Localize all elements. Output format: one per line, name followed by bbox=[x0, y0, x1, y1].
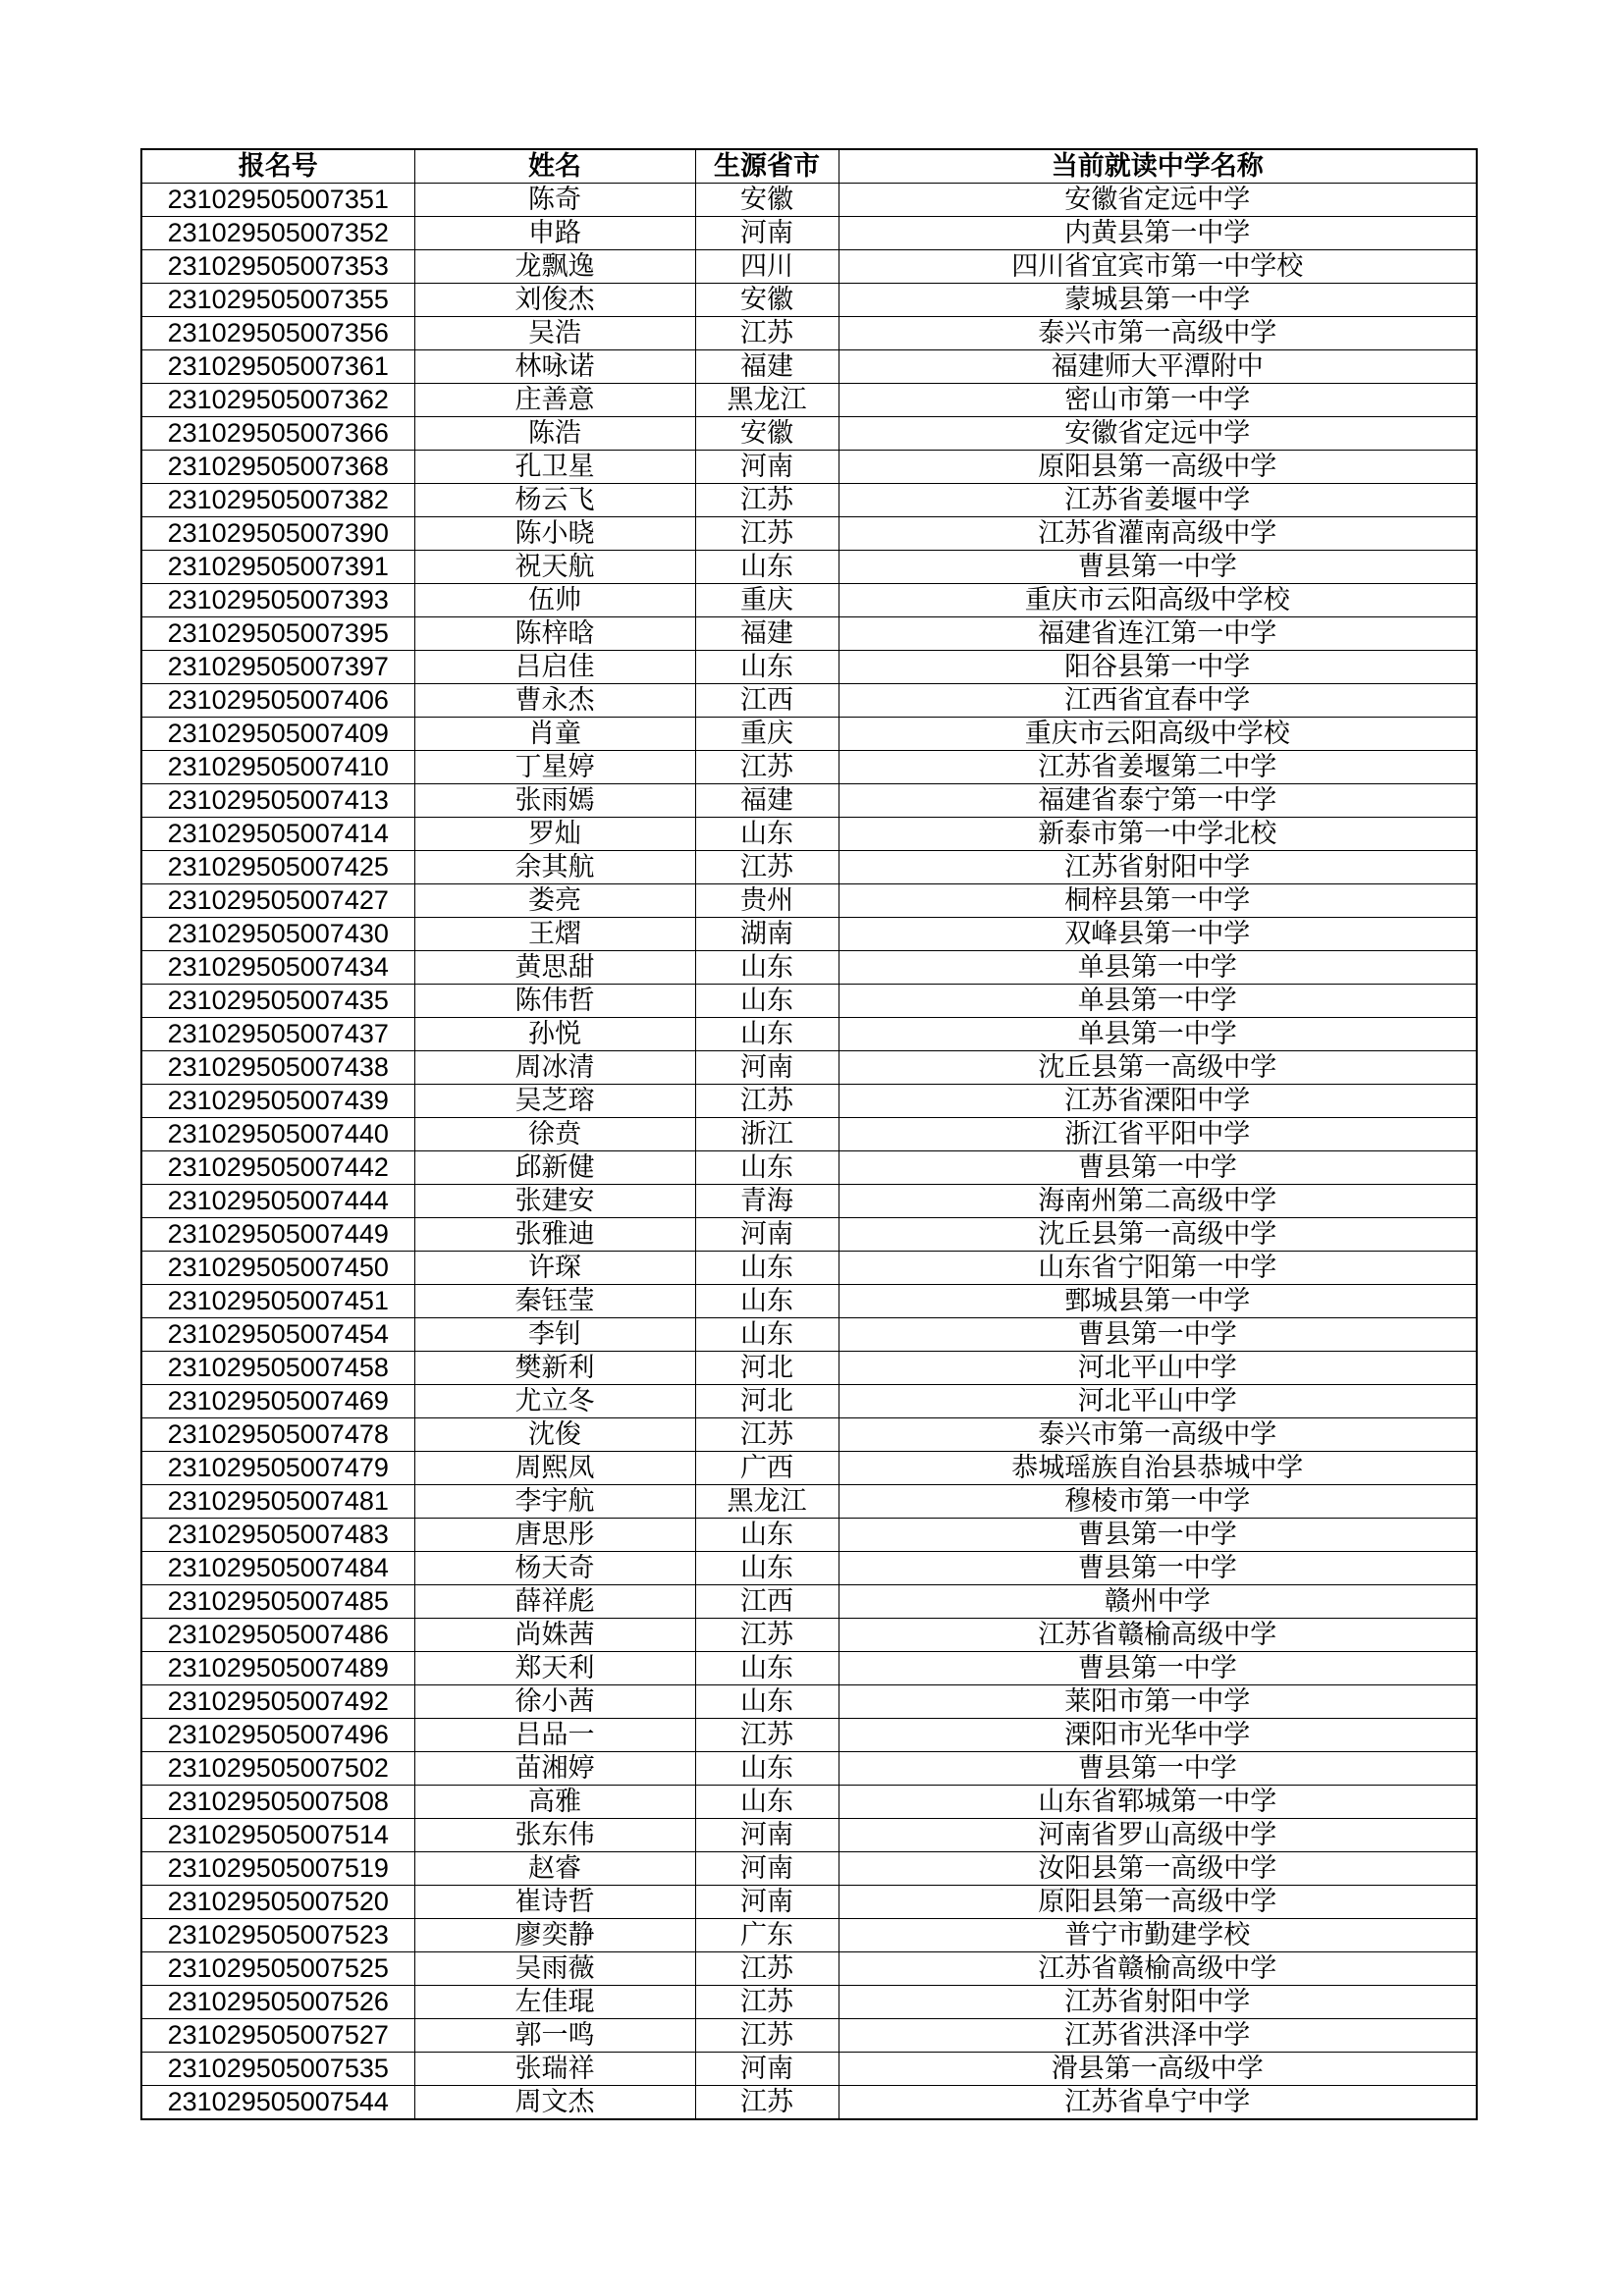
current-school-cell: 河北平山中学 bbox=[839, 1352, 1477, 1385]
current-school-cell: 山东省宁阳第一中学 bbox=[839, 1252, 1477, 1285]
student-name-cell: 吴芝瑢 bbox=[414, 1085, 695, 1118]
table-row bbox=[141, 1318, 1477, 1352]
registration-number-cell: 231029505007458 bbox=[141, 1352, 414, 1385]
origin-province-cell: 江苏 bbox=[695, 851, 839, 884]
table-row bbox=[141, 951, 1477, 985]
current-school-cell: 曹县第一中学 bbox=[839, 1652, 1477, 1685]
table-body bbox=[141, 184, 1477, 2120]
current-school-cell: 山东省郓城第一中学 bbox=[839, 1786, 1477, 1819]
table-row bbox=[141, 2086, 1477, 2120]
origin-province-cell: 河南 bbox=[695, 1852, 839, 1886]
origin-province-cell: 河南 bbox=[695, 1819, 839, 1852]
current-school-cell: 泰兴市第一高级中学 bbox=[839, 1418, 1477, 1452]
origin-province-cell: 江苏 bbox=[695, 1418, 839, 1452]
registration-number-cell: 231029505007413 bbox=[141, 784, 414, 818]
table-row bbox=[141, 1852, 1477, 1886]
header-origin-province: 生源省市 bbox=[695, 149, 839, 184]
origin-province-cell: 江苏 bbox=[695, 2086, 839, 2120]
origin-province-cell: 河北 bbox=[695, 1385, 839, 1418]
current-school-cell: 滑县第一高级中学 bbox=[839, 2053, 1477, 2086]
current-school-cell: 泰兴市第一高级中学 bbox=[839, 317, 1477, 350]
origin-province-cell: 四川 bbox=[695, 250, 839, 284]
table-row bbox=[141, 2053, 1477, 2086]
registration-number-cell: 231029505007425 bbox=[141, 851, 414, 884]
origin-province-cell: 福建 bbox=[695, 617, 839, 651]
current-school-cell: 重庆市云阳高级中学校 bbox=[839, 584, 1477, 617]
table-header bbox=[141, 149, 1477, 184]
table-row bbox=[141, 851, 1477, 884]
student-name-cell: 张雨嫣 bbox=[414, 784, 695, 818]
student-name-cell: 周熙凤 bbox=[414, 1452, 695, 1485]
student-name-cell: 邱新健 bbox=[414, 1151, 695, 1185]
student-name-cell: 肖童 bbox=[414, 718, 695, 751]
student-name-cell: 郑天利 bbox=[414, 1652, 695, 1685]
current-school-cell: 河南省罗山高级中学 bbox=[839, 1819, 1477, 1852]
registration-number-cell: 231029505007484 bbox=[141, 1552, 414, 1585]
table-row bbox=[141, 551, 1477, 584]
student-name-cell: 伍帅 bbox=[414, 584, 695, 617]
origin-province-cell: 山东 bbox=[695, 1652, 839, 1685]
origin-province-cell: 广东 bbox=[695, 1919, 839, 1952]
student-name-cell: 尚姝茜 bbox=[414, 1619, 695, 1652]
origin-province-cell: 山东 bbox=[695, 1018, 839, 1051]
table-row bbox=[141, 1118, 1477, 1151]
table-row bbox=[141, 1051, 1477, 1085]
registration-number-cell: 231029505007489 bbox=[141, 1652, 414, 1685]
table-row bbox=[141, 751, 1477, 784]
registration-number-cell: 231029505007397 bbox=[141, 651, 414, 684]
origin-province-cell: 江苏 bbox=[695, 517, 839, 551]
table-row bbox=[141, 818, 1477, 851]
table-row bbox=[141, 2019, 1477, 2053]
registration-number-cell: 231029505007520 bbox=[141, 1886, 414, 1919]
registration-number-cell: 231029505007439 bbox=[141, 1085, 414, 1118]
registration-number-cell: 231029505007427 bbox=[141, 884, 414, 918]
current-school-cell: 安徽省定远中学 bbox=[839, 417, 1477, 451]
registration-number-cell: 231029505007526 bbox=[141, 1986, 414, 2019]
registration-number-cell: 231029505007496 bbox=[141, 1719, 414, 1752]
current-school-cell: 江苏省姜堰第二中学 bbox=[839, 751, 1477, 784]
registration-number-cell: 231029505007478 bbox=[141, 1418, 414, 1452]
table-row bbox=[141, 684, 1477, 718]
table-row bbox=[141, 1185, 1477, 1218]
table-row bbox=[141, 918, 1477, 951]
registration-number-cell: 231029505007410 bbox=[141, 751, 414, 784]
origin-province-cell: 安徽 bbox=[695, 417, 839, 451]
current-school-cell: 海南州第二高级中学 bbox=[839, 1185, 1477, 1218]
header-name: 姓名 bbox=[414, 149, 695, 184]
current-school-cell: 溧阳市光华中学 bbox=[839, 1719, 1477, 1752]
table-row bbox=[141, 484, 1477, 517]
student-name-cell: 曹永杰 bbox=[414, 684, 695, 718]
student-name-cell: 陈奇 bbox=[414, 184, 695, 217]
table-row bbox=[141, 1786, 1477, 1819]
table-row bbox=[141, 417, 1477, 451]
student-name-cell: 薛祥彪 bbox=[414, 1585, 695, 1619]
origin-province-cell: 山东 bbox=[695, 818, 839, 851]
origin-province-cell: 安徽 bbox=[695, 284, 839, 317]
origin-province-cell: 江苏 bbox=[695, 751, 839, 784]
origin-province-cell: 山东 bbox=[695, 1752, 839, 1786]
student-name-cell: 杨天奇 bbox=[414, 1552, 695, 1585]
current-school-cell: 单县第一中学 bbox=[839, 951, 1477, 985]
origin-province-cell: 浙江 bbox=[695, 1118, 839, 1151]
registration-number-cell: 231029505007390 bbox=[141, 517, 414, 551]
origin-province-cell: 黑龙江 bbox=[695, 384, 839, 417]
current-school-cell: 恭城瑶族自治县恭城中学 bbox=[839, 1452, 1477, 1485]
table-row bbox=[141, 1585, 1477, 1619]
registration-number-cell: 231029505007362 bbox=[141, 384, 414, 417]
student-name-cell: 林咏诺 bbox=[414, 350, 695, 384]
origin-province-cell: 江苏 bbox=[695, 2019, 839, 2053]
header-registration-number: 报名号 bbox=[141, 149, 414, 184]
student-name-cell: 张瑞祥 bbox=[414, 2053, 695, 2086]
origin-province-cell: 江苏 bbox=[695, 1986, 839, 2019]
origin-province-cell: 山东 bbox=[695, 1285, 839, 1318]
student-name-cell: 张建安 bbox=[414, 1185, 695, 1218]
registration-number-cell: 231029505007352 bbox=[141, 217, 414, 250]
origin-province-cell: 江苏 bbox=[695, 317, 839, 350]
current-school-cell: 福建省连江第一中学 bbox=[839, 617, 1477, 651]
current-school-cell: 双峰县第一中学 bbox=[839, 918, 1477, 951]
registration-number-cell: 231029505007508 bbox=[141, 1786, 414, 1819]
origin-province-cell: 重庆 bbox=[695, 584, 839, 617]
origin-province-cell: 江西 bbox=[695, 684, 839, 718]
student-name-cell: 龙飘逸 bbox=[414, 250, 695, 284]
origin-province-cell: 河南 bbox=[695, 451, 839, 484]
current-school-cell: 蒙城县第一中学 bbox=[839, 284, 1477, 317]
student-name-cell: 李宇航 bbox=[414, 1485, 695, 1519]
registration-number-cell: 231029505007391 bbox=[141, 551, 414, 584]
table-row bbox=[141, 884, 1477, 918]
table-row bbox=[141, 1018, 1477, 1051]
current-school-cell: 江苏省射阳中学 bbox=[839, 851, 1477, 884]
registration-number-cell: 231029505007492 bbox=[141, 1685, 414, 1719]
table-row bbox=[141, 1552, 1477, 1585]
origin-province-cell: 山东 bbox=[695, 1151, 839, 1185]
registration-number-cell: 231029505007395 bbox=[141, 617, 414, 651]
current-school-cell: 沈丘县第一高级中学 bbox=[839, 1218, 1477, 1252]
registration-number-cell: 231029505007502 bbox=[141, 1752, 414, 1786]
table-row bbox=[141, 1352, 1477, 1385]
current-school-cell: 江苏省赣榆高级中学 bbox=[839, 1952, 1477, 1986]
student-name-cell: 左佳琨 bbox=[414, 1986, 695, 2019]
table-row bbox=[141, 985, 1477, 1018]
header-current-school: 当前就读中学名称 bbox=[839, 149, 1477, 184]
current-school-cell: 内黄县第一中学 bbox=[839, 217, 1477, 250]
student-name-cell: 丁星婷 bbox=[414, 751, 695, 784]
student-name-cell: 樊新利 bbox=[414, 1352, 695, 1385]
table-row bbox=[141, 350, 1477, 384]
table-row bbox=[141, 1685, 1477, 1719]
registration-number-cell: 231029505007351 bbox=[141, 184, 414, 217]
registration-number-cell: 231029505007435 bbox=[141, 985, 414, 1018]
current-school-cell: 鄄城县第一中学 bbox=[839, 1285, 1477, 1318]
registration-number-cell: 231029505007355 bbox=[141, 284, 414, 317]
current-school-cell: 福建省泰宁第一中学 bbox=[839, 784, 1477, 818]
registration-number-cell: 231029505007444 bbox=[141, 1185, 414, 1218]
table-row bbox=[141, 1919, 1477, 1952]
current-school-cell: 原阳县第一高级中学 bbox=[839, 1886, 1477, 1919]
origin-province-cell: 福建 bbox=[695, 784, 839, 818]
registration-number-cell: 231029505007527 bbox=[141, 2019, 414, 2053]
student-name-cell: 陈伟哲 bbox=[414, 985, 695, 1018]
student-name-cell: 黄思甜 bbox=[414, 951, 695, 985]
current-school-cell: 江苏省溧阳中学 bbox=[839, 1085, 1477, 1118]
student-name-cell: 孔卫星 bbox=[414, 451, 695, 484]
registration-number-cell: 231029505007430 bbox=[141, 918, 414, 951]
registration-number-cell: 231029505007481 bbox=[141, 1485, 414, 1519]
current-school-cell: 曹县第一中学 bbox=[839, 1151, 1477, 1185]
student-name-cell: 祝天航 bbox=[414, 551, 695, 584]
registration-number-cell: 231029505007523 bbox=[141, 1919, 414, 1952]
current-school-cell: 汝阳县第一高级中学 bbox=[839, 1852, 1477, 1886]
table-row bbox=[141, 1519, 1477, 1552]
student-name-cell: 陈小晓 bbox=[414, 517, 695, 551]
table-row bbox=[141, 217, 1477, 250]
student-name-cell: 廖奕静 bbox=[414, 1919, 695, 1952]
current-school-cell: 赣州中学 bbox=[839, 1585, 1477, 1619]
origin-province-cell: 山东 bbox=[695, 1519, 839, 1552]
table-row bbox=[141, 1385, 1477, 1418]
table-row bbox=[141, 517, 1477, 551]
current-school-cell: 江苏省射阳中学 bbox=[839, 1986, 1477, 2019]
origin-province-cell: 山东 bbox=[695, 1786, 839, 1819]
origin-province-cell: 河北 bbox=[695, 1352, 839, 1385]
origin-province-cell: 江苏 bbox=[695, 1719, 839, 1752]
registration-number-cell: 231029505007479 bbox=[141, 1452, 414, 1485]
table-row bbox=[141, 718, 1477, 751]
current-school-cell: 原阳县第一高级中学 bbox=[839, 451, 1477, 484]
table-row bbox=[141, 184, 1477, 217]
registration-number-cell: 231029505007406 bbox=[141, 684, 414, 718]
header-row bbox=[141, 149, 1477, 184]
table-row bbox=[141, 1485, 1477, 1519]
registration-number-cell: 231029505007409 bbox=[141, 718, 414, 751]
current-school-cell: 密山市第一中学 bbox=[839, 384, 1477, 417]
origin-province-cell: 江西 bbox=[695, 1585, 839, 1619]
student-name-cell: 余其航 bbox=[414, 851, 695, 884]
origin-province-cell: 山东 bbox=[695, 985, 839, 1018]
registration-number-cell: 231029505007393 bbox=[141, 584, 414, 617]
table-row bbox=[141, 1218, 1477, 1252]
registration-number-cell: 231029505007483 bbox=[141, 1519, 414, 1552]
table-row bbox=[141, 1719, 1477, 1752]
current-school-cell: 江苏省灌南高级中学 bbox=[839, 517, 1477, 551]
table-row bbox=[141, 1952, 1477, 1986]
student-name-cell: 崔诗哲 bbox=[414, 1886, 695, 1919]
student-name-cell: 罗灿 bbox=[414, 818, 695, 851]
student-name-cell: 张雅迪 bbox=[414, 1218, 695, 1252]
registration-number-cell: 231029505007451 bbox=[141, 1285, 414, 1318]
current-school-cell: 曹县第一中学 bbox=[839, 1318, 1477, 1352]
table-row bbox=[141, 1886, 1477, 1919]
student-roster-table bbox=[140, 148, 1478, 2120]
current-school-cell: 阳谷县第一中学 bbox=[839, 651, 1477, 684]
student-name-cell: 赵睿 bbox=[414, 1852, 695, 1886]
current-school-cell: 新泰市第一中学北校 bbox=[839, 818, 1477, 851]
origin-province-cell: 贵州 bbox=[695, 884, 839, 918]
origin-province-cell: 山东 bbox=[695, 1252, 839, 1285]
origin-province-cell: 湖南 bbox=[695, 918, 839, 951]
registration-number-cell: 231029505007356 bbox=[141, 317, 414, 350]
table-row bbox=[141, 284, 1477, 317]
origin-province-cell: 河南 bbox=[695, 1218, 839, 1252]
student-name-cell: 李钊 bbox=[414, 1318, 695, 1352]
origin-province-cell: 山东 bbox=[695, 651, 839, 684]
registration-number-cell: 231029505007519 bbox=[141, 1852, 414, 1886]
current-school-cell: 河北平山中学 bbox=[839, 1385, 1477, 1418]
current-school-cell: 福建师大平潭附中 bbox=[839, 350, 1477, 384]
current-school-cell: 单县第一中学 bbox=[839, 985, 1477, 1018]
origin-province-cell: 江苏 bbox=[695, 1085, 839, 1118]
student-name-cell: 杨云飞 bbox=[414, 484, 695, 517]
student-name-cell: 周冰清 bbox=[414, 1051, 695, 1085]
current-school-cell: 浙江省平阳中学 bbox=[839, 1118, 1477, 1151]
student-name-cell: 王熠 bbox=[414, 918, 695, 951]
table-row bbox=[141, 1752, 1477, 1786]
origin-province-cell: 河南 bbox=[695, 1051, 839, 1085]
current-school-cell: 桐梓县第一中学 bbox=[839, 884, 1477, 918]
student-name-cell: 唐思彤 bbox=[414, 1519, 695, 1552]
student-name-cell: 孙悦 bbox=[414, 1018, 695, 1051]
student-name-cell: 徐贲 bbox=[414, 1118, 695, 1151]
table-row bbox=[141, 1285, 1477, 1318]
table-row bbox=[141, 1619, 1477, 1652]
registration-number-cell: 231029505007440 bbox=[141, 1118, 414, 1151]
registration-number-cell: 231029505007382 bbox=[141, 484, 414, 517]
table-row bbox=[141, 384, 1477, 417]
student-name-cell: 尤立冬 bbox=[414, 1385, 695, 1418]
table-row bbox=[141, 584, 1477, 617]
student-name-cell: 陈梓晗 bbox=[414, 617, 695, 651]
current-school-cell: 江苏省阜宁中学 bbox=[839, 2086, 1477, 2120]
origin-province-cell: 江苏 bbox=[695, 484, 839, 517]
registration-number-cell: 231029505007434 bbox=[141, 951, 414, 985]
registration-number-cell: 231029505007514 bbox=[141, 1819, 414, 1852]
registration-number-cell: 231029505007353 bbox=[141, 250, 414, 284]
registration-number-cell: 231029505007437 bbox=[141, 1018, 414, 1051]
student-name-cell: 吕启佳 bbox=[414, 651, 695, 684]
student-name-cell: 娄亮 bbox=[414, 884, 695, 918]
origin-province-cell: 重庆 bbox=[695, 718, 839, 751]
origin-province-cell: 江苏 bbox=[695, 1619, 839, 1652]
student-name-cell: 徐小茜 bbox=[414, 1685, 695, 1719]
student-name-cell: 苗湘婷 bbox=[414, 1752, 695, 1786]
table-row bbox=[141, 1151, 1477, 1185]
origin-province-cell: 青海 bbox=[695, 1185, 839, 1218]
current-school-cell: 曹县第一中学 bbox=[839, 1519, 1477, 1552]
registration-number-cell: 231029505007361 bbox=[141, 350, 414, 384]
current-school-cell: 穆棱市第一中学 bbox=[839, 1485, 1477, 1519]
student-name-cell: 张东伟 bbox=[414, 1819, 695, 1852]
student-name-cell: 陈浩 bbox=[414, 417, 695, 451]
origin-province-cell: 河南 bbox=[695, 2053, 839, 2086]
table-row bbox=[141, 617, 1477, 651]
student-name-cell: 沈俊 bbox=[414, 1418, 695, 1452]
student-name-cell: 高雅 bbox=[414, 1786, 695, 1819]
student-name-cell: 郭一鸣 bbox=[414, 2019, 695, 2053]
student-name-cell: 秦钰莹 bbox=[414, 1285, 695, 1318]
current-school-cell: 曹县第一中学 bbox=[839, 1752, 1477, 1786]
current-school-cell: 普宁市勤建学校 bbox=[839, 1919, 1477, 1952]
registration-number-cell: 231029505007544 bbox=[141, 2086, 414, 2120]
current-school-cell: 沈丘县第一高级中学 bbox=[839, 1051, 1477, 1085]
origin-province-cell: 黑龙江 bbox=[695, 1485, 839, 1519]
table-row bbox=[141, 651, 1477, 684]
origin-province-cell: 福建 bbox=[695, 350, 839, 384]
registration-number-cell: 231029505007450 bbox=[141, 1252, 414, 1285]
registration-number-cell: 231029505007449 bbox=[141, 1218, 414, 1252]
table-row bbox=[141, 1085, 1477, 1118]
origin-province-cell: 广西 bbox=[695, 1452, 839, 1485]
registration-number-cell: 231029505007469 bbox=[141, 1385, 414, 1418]
registration-number-cell: 231029505007525 bbox=[141, 1952, 414, 1986]
student-name-cell: 刘俊杰 bbox=[414, 284, 695, 317]
current-school-cell: 安徽省定远中学 bbox=[839, 184, 1477, 217]
table-row bbox=[141, 1986, 1477, 2019]
registration-number-cell: 231029505007485 bbox=[141, 1585, 414, 1619]
current-school-cell: 重庆市云阳高级中学校 bbox=[839, 718, 1477, 751]
table-row bbox=[141, 317, 1477, 350]
registration-number-cell: 231029505007454 bbox=[141, 1318, 414, 1352]
table-row bbox=[141, 1819, 1477, 1852]
origin-province-cell: 山东 bbox=[695, 1685, 839, 1719]
origin-province-cell: 安徽 bbox=[695, 184, 839, 217]
origin-province-cell: 河南 bbox=[695, 1886, 839, 1919]
student-name-cell: 吕品一 bbox=[414, 1719, 695, 1752]
registration-number-cell: 231029505007442 bbox=[141, 1151, 414, 1185]
origin-province-cell: 山东 bbox=[695, 1552, 839, 1585]
current-school-cell: 曹县第一中学 bbox=[839, 1552, 1477, 1585]
table-row bbox=[141, 1418, 1477, 1452]
current-school-cell: 江苏省姜堰中学 bbox=[839, 484, 1477, 517]
current-school-cell: 江西省宜春中学 bbox=[839, 684, 1477, 718]
origin-province-cell: 河南 bbox=[695, 217, 839, 250]
registration-number-cell: 231029505007368 bbox=[141, 451, 414, 484]
origin-province-cell: 山东 bbox=[695, 551, 839, 584]
current-school-cell: 四川省宜宾市第一中学校 bbox=[839, 250, 1477, 284]
student-name-cell: 庄善意 bbox=[414, 384, 695, 417]
student-name-cell: 申路 bbox=[414, 217, 695, 250]
table-row bbox=[141, 1252, 1477, 1285]
student-name-cell: 吴浩 bbox=[414, 317, 695, 350]
registration-number-cell: 231029505007366 bbox=[141, 417, 414, 451]
registration-number-cell: 231029505007486 bbox=[141, 1619, 414, 1652]
table-row bbox=[141, 451, 1477, 484]
current-school-cell: 江苏省洪泽中学 bbox=[839, 2019, 1477, 2053]
current-school-cell: 单县第一中学 bbox=[839, 1018, 1477, 1051]
table-row bbox=[141, 1652, 1477, 1685]
table-row bbox=[141, 250, 1477, 284]
registration-number-cell: 231029505007414 bbox=[141, 818, 414, 851]
table-row bbox=[141, 784, 1477, 818]
origin-province-cell: 山东 bbox=[695, 1318, 839, 1352]
origin-province-cell: 江苏 bbox=[695, 1952, 839, 1986]
current-school-cell: 莱阳市第一中学 bbox=[839, 1685, 1477, 1719]
registration-number-cell: 231029505007535 bbox=[141, 2053, 414, 2086]
registration-number-cell: 231029505007438 bbox=[141, 1051, 414, 1085]
student-name-cell: 周文杰 bbox=[414, 2086, 695, 2120]
current-school-cell: 曹县第一中学 bbox=[839, 551, 1477, 584]
student-name-cell: 许琛 bbox=[414, 1252, 695, 1285]
origin-province-cell: 山东 bbox=[695, 951, 839, 985]
student-name-cell: 吴雨薇 bbox=[414, 1952, 695, 1986]
table-row bbox=[141, 1452, 1477, 1485]
current-school-cell: 江苏省赣榆高级中学 bbox=[839, 1619, 1477, 1652]
